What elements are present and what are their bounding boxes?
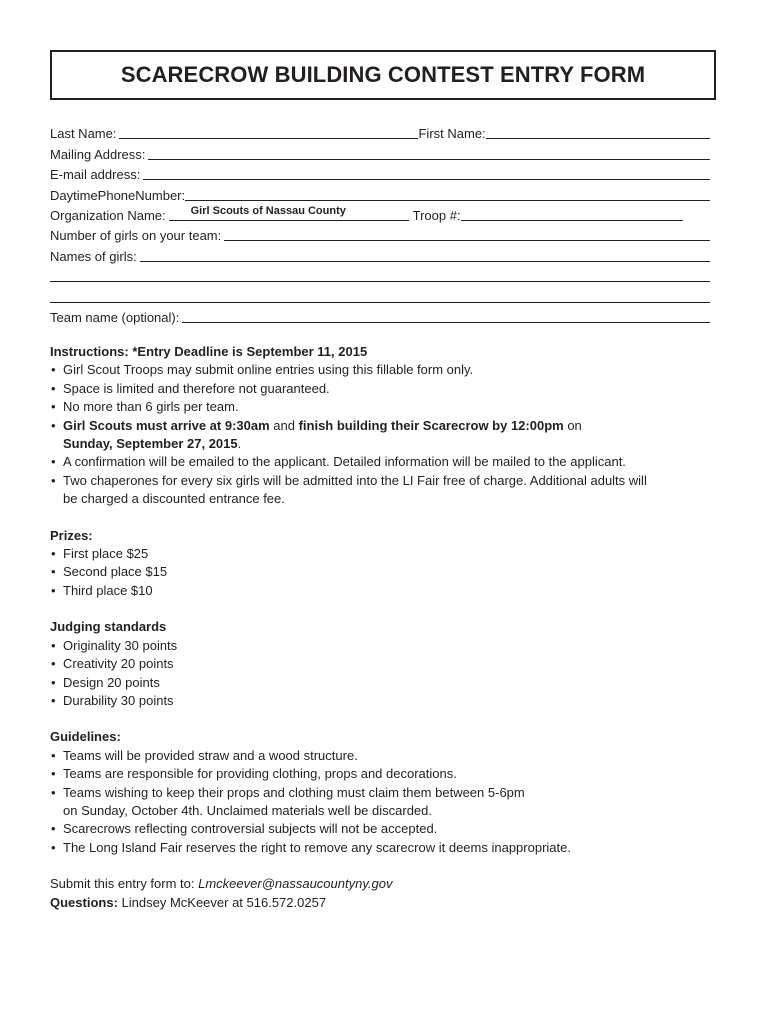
form-content — [50, 343, 720, 912]
arrival-item — [50, 417, 720, 454]
chaperones-item — [50, 472, 720, 509]
prizes-heading: Prizes: — [50, 527, 93, 543]
list-item: • First place $25 — [50, 545, 720, 563]
arrival-period: . — [237, 436, 242, 452]
list-item: • Second place $15 — [50, 563, 720, 581]
names-row — [50, 243, 710, 263]
names-label: Names of girls: — [50, 248, 137, 264]
num-girls-label: Number of girls on your team: — [50, 228, 222, 244]
phone-row — [50, 182, 710, 202]
props-item — [50, 784, 720, 821]
first-name-field[interactable] — [486, 126, 710, 139]
team-name-label: Team name (optional): — [50, 309, 180, 325]
last-name-field[interactable] — [119, 126, 418, 139]
team-name-field[interactable] — [182, 310, 710, 323]
list-item: • Girl Scout Troops may submit online entries using this fillable form only. — [50, 361, 720, 379]
list-item: • Durability 30 points — [50, 692, 720, 710]
num-girls-field[interactable] — [224, 228, 710, 241]
names-field[interactable] — [140, 249, 710, 262]
instructions-list — [50, 361, 720, 508]
troop-label: Troop #: — [412, 207, 461, 223]
organization-row — [50, 203, 710, 223]
guidelines-list — [50, 747, 720, 857]
title-box — [50, 50, 716, 100]
list-item: • Design 20 points — [50, 674, 720, 692]
judging-heading: Judging standards — [50, 619, 167, 635]
organization-field[interactable] — [169, 204, 409, 221]
email-label: E-mail address: — [50, 167, 141, 183]
names-extra-row — [50, 264, 710, 284]
list-item: • No more than 6 girls per team. — [50, 398, 720, 416]
team-name-row — [50, 305, 710, 325]
entry-fields — [50, 121, 710, 325]
name-row — [50, 121, 710, 141]
names-extra-row — [50, 284, 710, 304]
names-field-line-2[interactable] — [50, 269, 710, 282]
list-item: • Teams are responsible for providing clothing, props and decorations. — [50, 765, 720, 783]
event-date-text: Sunday, September 27, 2015 — [63, 436, 238, 452]
arrival-time-text: Girl Scouts must arrive at 9:30am — [63, 417, 270, 433]
finish-time-text: finish building their Scarecrow by 12:00pm — [298, 417, 564, 433]
names-field-line-3[interactable] — [50, 290, 710, 303]
last-name-label: Last Name: — [50, 126, 117, 142]
mailing-address-label: Mailing Address: — [50, 146, 146, 162]
chaperones-line-2: be charged a discounted entrance fee. — [63, 491, 285, 507]
phone-label: DaytimePhoneNumber: — [50, 187, 186, 203]
mailing-address-row — [50, 141, 710, 161]
first-name-label: First Name: — [418, 126, 486, 142]
instructions-heading: Instructions: *Entry Deadline is September 11, 2015 — [50, 344, 368, 359]
list-item: • The Long Island Fair reserves the right to remove any scarecrow it deems inappropriate. — [50, 839, 720, 857]
list-item: • Third place $10 — [50, 582, 720, 600]
list-item: • Originality 30 points — [50, 637, 720, 655]
organization-label: Organization Name: — [50, 207, 166, 223]
list-item: • Creativity 20 points — [50, 655, 720, 673]
list-item: • Space is limited and therefore not guaranteed. — [50, 380, 720, 398]
guidelines-heading: Guidelines: — [50, 729, 121, 745]
arrival-connector: and — [269, 417, 299, 433]
submit-line — [50, 875, 720, 893]
phone-field[interactable] — [185, 188, 710, 201]
questions-text: Lindsey McKeever at 516.572.0257 — [117, 894, 327, 910]
mailing-address-field[interactable] — [148, 147, 710, 160]
email-field[interactable] — [143, 167, 710, 180]
form-title: SCARECROW BUILDING CONTEST ENTRY FORM — [120, 62, 646, 87]
submit-text: Submit this entry form to: — [50, 876, 199, 892]
list-item: • Scarecrows reflecting controversial subjects will not be accepted. — [50, 820, 720, 838]
troop-field[interactable] — [461, 208, 683, 221]
num-girls-row — [50, 223, 710, 243]
submit-email-link[interactable]: Lmckeever@nassaucountyny.gov — [198, 876, 393, 892]
list-item: • A confirmation will be emailed to the applicant. Detailed information will be mailed to the applicant. — [50, 453, 720, 471]
list-item: • Teams will be provided straw and a wood structure. — [50, 747, 720, 765]
arrival-on: on — [563, 417, 582, 433]
props-line-1: Teams wishing to keep their props and clothing must claim them between 5-6pm — [63, 784, 525, 800]
prizes-list — [50, 545, 720, 600]
questions-label: Questions: — [50, 894, 118, 910]
questions-line — [50, 894, 720, 912]
judging-list — [50, 637, 720, 711]
organization-value: Girl Scouts of Nassau County — [190, 204, 346, 217]
props-line-2: on Sunday, October 4th. Unclaimed materials well be discarded. — [63, 802, 433, 818]
chaperones-line-1: Two chaperones for every six girls will be admitted into the LI Fair free of charge. Additional adults will — [63, 472, 647, 488]
email-row — [50, 162, 710, 182]
